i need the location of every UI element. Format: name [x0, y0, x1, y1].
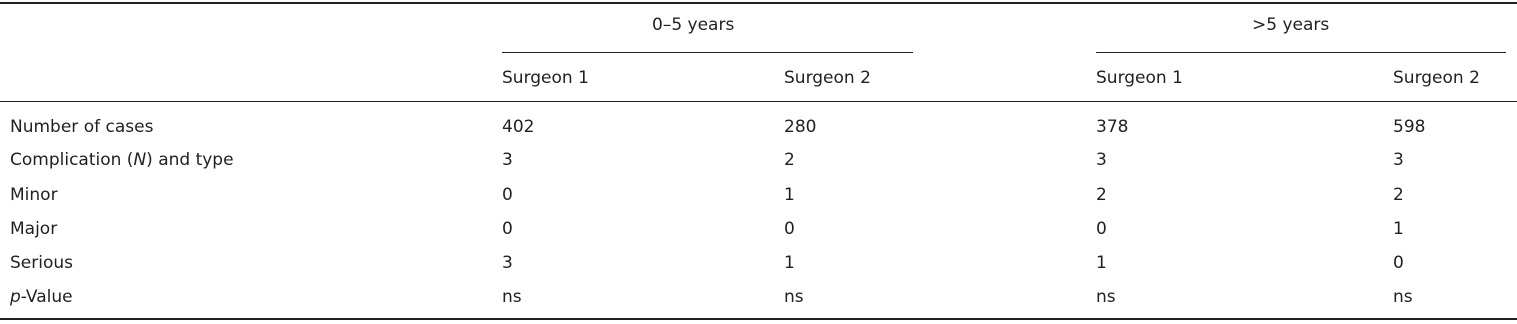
column-header-surgeon-1-0-5: Surgeon 1: [502, 68, 589, 88]
cell: 0: [784, 219, 795, 239]
cell: 0: [1393, 253, 1404, 273]
column-header-surgeon-2-over-5: Surgeon 2: [1393, 68, 1480, 88]
row-label: Number of cases: [10, 117, 154, 137]
cell: ns: [1393, 287, 1413, 307]
row-label: [10, 287, 73, 307]
top-rule: [0, 2, 1517, 4]
cell: ns: [784, 287, 804, 307]
cell: 378: [1096, 117, 1129, 137]
cell: 1: [784, 185, 795, 205]
row-label-part-italic: p: [10, 287, 21, 307]
bottom-rule: [0, 318, 1517, 320]
group-rule-over-5-years: [1096, 52, 1506, 53]
row-label: Minor: [10, 185, 58, 205]
cell: 402: [502, 117, 535, 137]
cell: ns: [1096, 287, 1116, 307]
cell: ns: [502, 287, 522, 307]
column-header-surgeon-2-0-5: Surgeon 2: [784, 68, 871, 88]
cell: 2: [1393, 185, 1404, 205]
header-rule: [0, 101, 1517, 102]
cell: 0: [502, 219, 513, 239]
row-label: Serious: [10, 253, 73, 273]
group-header-0-5-years: 0–5 years: [652, 15, 735, 35]
row-label-part: ) and type: [146, 150, 234, 170]
cell: 1: [1393, 219, 1404, 239]
row-label-part-italic: N: [133, 150, 147, 170]
cell: 2: [1096, 185, 1107, 205]
cell: 0: [502, 185, 513, 205]
cell: 3: [502, 253, 513, 273]
cell: 3: [1096, 150, 1107, 170]
cell: 598: [1393, 117, 1426, 137]
cell: 2: [784, 150, 795, 170]
row-label-part: -Value: [20, 287, 73, 307]
row-label: [10, 150, 234, 170]
cell: 3: [502, 150, 513, 170]
row-label-part: Complication (: [10, 150, 134, 170]
cell: 1: [1096, 253, 1107, 273]
cell: 1: [784, 253, 795, 273]
group-rule-0-5-years: [502, 52, 913, 53]
group-header-over-5-years: >5 years: [1252, 15, 1330, 35]
cell: 3: [1393, 150, 1404, 170]
row-label: Major: [10, 219, 58, 239]
column-header-surgeon-1-over-5: Surgeon 1: [1096, 68, 1183, 88]
cell: 0: [1096, 219, 1107, 239]
cell: 280: [784, 117, 817, 137]
